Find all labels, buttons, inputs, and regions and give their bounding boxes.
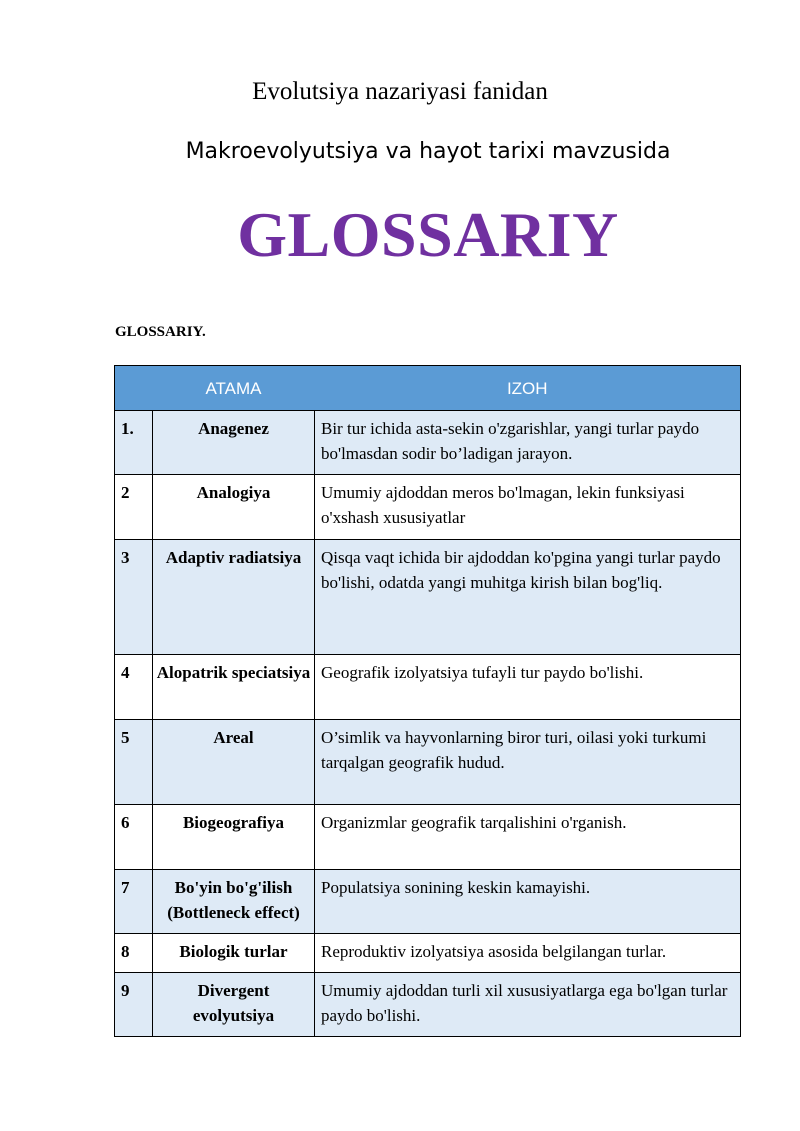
table-row [115, 870, 741, 934]
table-row [115, 720, 741, 805]
row-term: Adaptiv radiatsiya [153, 540, 315, 655]
row-term: Areal [153, 720, 315, 805]
header-term: ATAMA [153, 366, 315, 411]
header-number [115, 366, 153, 411]
row-term: Bo'yin bo'g'ilish (Bottleneck effect) [153, 870, 315, 934]
row-number: 2 [115, 475, 153, 540]
header-definition: IZOH [315, 366, 741, 411]
table-header-row [115, 366, 741, 411]
row-definition: O’simlik va hayvonlarning biror turi, oilasi yoki turkumi tarqalgan geografik hudud. [315, 720, 741, 805]
section-label: GLOSSARIY. [115, 324, 206, 340]
table-row [115, 655, 741, 720]
row-definition: Geografik izolyatsiya tufayli tur paydo bo'lishi. [315, 655, 741, 720]
row-term: Biologik turlar [153, 934, 315, 973]
glossary-table [114, 365, 741, 1037]
row-number: 7 [115, 870, 153, 934]
table-row [115, 411, 741, 475]
table-row [115, 973, 741, 1037]
row-number: 6 [115, 805, 153, 870]
row-definition: Organizmlar geografik tarqalishini o'rganish. [315, 805, 741, 870]
row-number: 1. [115, 411, 153, 475]
row-term: Anagenez [153, 411, 315, 475]
row-term: Divergent evolyutsiya [153, 973, 315, 1037]
row-number: 3 [115, 540, 153, 655]
row-term: Alopatrik speciatsiya [153, 655, 315, 720]
row-definition: Populatsiya sonining keskin kamayishi. [315, 870, 741, 934]
document-topic: Makroevolyutsiya va hayot tarixi mavzusida [185, 139, 671, 164]
table-row [115, 475, 741, 540]
row-definition: Umumiy ajdoddan turli xil xususiyatlarga ega bo'lgan turlar paydo bo'lishi. [315, 973, 741, 1037]
row-definition: Umumiy ajdoddan meros bo'lmagan, lekin funksiyasi o'xshash xususiyatlar [315, 475, 741, 540]
table-row [115, 934, 741, 973]
page-title: GLOSSARIY [237, 199, 619, 270]
row-number: 5 [115, 720, 153, 805]
row-definition: Bir tur ichida asta-sekin o'zgarishlar, yangi turlar paydo bo'lmasdan sodir bo’ladigan jarayon. [315, 411, 741, 475]
table-row [115, 805, 741, 870]
row-definition: Qisqa vaqt ichida bir ajdoddan ko'pgina yangi turlar paydo bo'lishi, odatda yangi muhitga kirish bilan bog'liq. [315, 540, 741, 655]
document-subject: Evolutsiya nazariyasi fanidan [252, 78, 548, 105]
row-term: Biogeografiya [153, 805, 315, 870]
row-number: 4 [115, 655, 153, 720]
row-term: Analogiya [153, 475, 315, 540]
table-row [115, 540, 741, 655]
row-number: 8 [115, 934, 153, 973]
row-definition: Reproduktiv izolyatsiya asosida belgilangan turlar. [315, 934, 741, 973]
row-number: 9 [115, 973, 153, 1037]
